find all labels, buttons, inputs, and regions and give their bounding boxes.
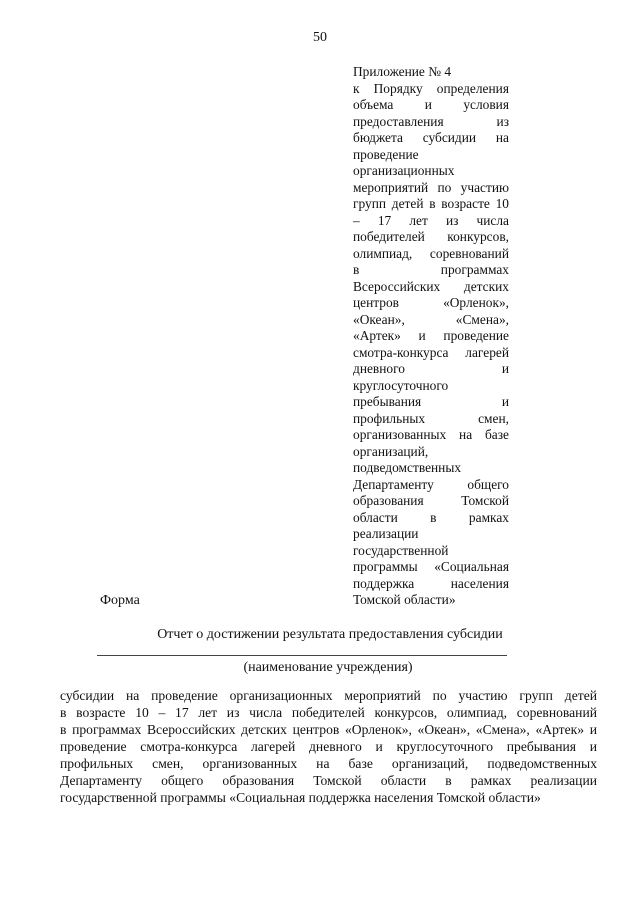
- appendix-line: образования Томской: [353, 493, 509, 508]
- appendix-line: центров «Орленок»,: [353, 295, 509, 310]
- appendix-line: в программах: [353, 262, 509, 277]
- report-title: Отчет о достижении результата предоставления субсидии: [157, 627, 503, 642]
- appendix-line: предоставления из: [353, 113, 509, 129]
- appendix-line: организаций,: [353, 443, 429, 459]
- appendix-line: пребывания и: [353, 394, 509, 409]
- appendix-line: организованных на базе: [353, 427, 509, 442]
- appendix-line: – 17 лет из числа: [353, 212, 509, 228]
- institution-caption: (наименование учреждения): [243, 660, 413, 675]
- appendix-line: поддержка населения: [353, 575, 509, 591]
- appendix-line: победителей конкурсов,: [353, 229, 509, 244]
- appendix-line: профильных смен,: [353, 410, 509, 426]
- appendix-line: «Океан», «Смена»,: [353, 311, 509, 327]
- form-label: Форма: [100, 593, 140, 608]
- appendix-line: «Артек» и проведение: [353, 328, 509, 343]
- body-line: в программах Всероссийских детских центров «Орленок», «Океан», «Смена», «Артек» и: [60, 722, 597, 737]
- subsidy-description: [60, 687, 597, 806]
- body-line: государственной программы «Социальная поддержка населения Томской области»: [60, 790, 541, 805]
- appendix-line: подведомственных: [353, 460, 462, 475]
- appendix-line: реализации: [353, 526, 419, 541]
- appendix-line: программы «Социальная: [353, 559, 509, 574]
- appendix-line: области в рамках: [353, 509, 509, 525]
- appendix-line: дневного и: [353, 361, 509, 376]
- body-line: Департаменту общего образования Томской области в рамках реализации: [60, 773, 597, 788]
- appendix-line: к Порядку определения: [353, 80, 509, 96]
- body-line: субсидии на проведение организационных мероприятий по участию групп детей: [60, 688, 597, 703]
- institution-name-line: [97, 655, 507, 656]
- body-line: в возрасте 10 – 17 лет из числа победителей конкурсов, олимпиад, соревнований: [60, 705, 597, 720]
- appendix-line: бюджета субсидии на: [353, 130, 509, 145]
- appendix-line: объема и условия: [353, 97, 509, 112]
- appendix-line: смотра-конкурса лагерей: [353, 344, 509, 360]
- page-number: 50: [313, 30, 327, 45]
- appendix-line: круглосуточного: [353, 377, 449, 393]
- appendix-line: Приложение № 4: [353, 64, 452, 79]
- appendix-line: олимпиад, соревнований: [353, 245, 509, 261]
- appendix-line: групп детей в возрасте 10: [353, 196, 509, 211]
- appendix-line: Томской области»: [353, 592, 456, 607]
- appendix-line: организационных: [353, 163, 455, 178]
- body-line: проведение смотра-конкурса лагерей дневного и круглосуточного пребывания и: [60, 739, 597, 754]
- appendix-block: [353, 64, 509, 609]
- body-line: профильных смен, организованных на базе организаций, подведомственных: [60, 756, 597, 771]
- appendix-line: Всероссийских детских: [353, 278, 509, 294]
- appendix-line: Департаменту общего: [353, 476, 509, 492]
- appendix-line: государственной: [353, 542, 449, 558]
- appendix-line: проведение: [353, 146, 419, 162]
- appendix-line: мероприятий по участию: [353, 179, 509, 195]
